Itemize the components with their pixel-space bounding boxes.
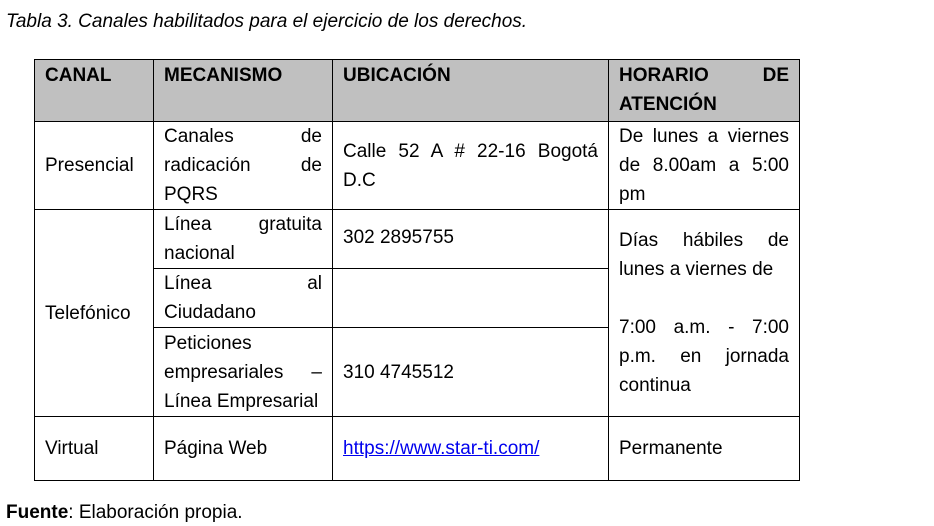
cell-canal: Virtual: [35, 417, 154, 481]
horario-part-b: 7:00 a.m. - 7:00 p.m. en jornada continua: [619, 317, 789, 396]
cell-ubicacion: Calle 52 A # 22-16 Bogotá D.C: [333, 122, 609, 210]
source-note: [6, 502, 243, 524]
cell-ubicacion: [333, 417, 609, 481]
source-label: Fuente: [6, 502, 69, 523]
table-row: [35, 210, 800, 269]
website-link[interactable]: https://www.star-ti.com/: [343, 438, 540, 459]
cell-mecanismo: Canales de radicación de PQRS: [154, 122, 333, 210]
table-header-row: [35, 60, 800, 122]
table-row: [35, 122, 800, 210]
cell-ubicacion: [333, 269, 609, 328]
cell-mecanismo: Peticiones empresariales – Línea Empresarial: [154, 328, 333, 417]
horario-part-a: Días hábiles de lunes a viernes de: [619, 230, 789, 280]
cell-canal: Presencial: [35, 122, 154, 210]
cell-horario: Permanente: [609, 417, 800, 481]
header-ubicacion: UBICACIÓN: [333, 60, 609, 122]
source-text: : Elaboración propia.: [68, 502, 243, 523]
header-mecanismo: MECANISMO: [154, 60, 333, 122]
cell-ubicacion: 302 2895755: [333, 210, 609, 269]
header-horario: HORARIO DE ATENCIÓN: [609, 60, 800, 122]
cell-mecanismo: Página Web: [154, 417, 333, 481]
cell-horario: [609, 210, 800, 417]
table-row: [35, 417, 800, 481]
cell-horario: De lunes a viernes de 8.00am a 5:00 pm: [609, 122, 800, 210]
cell-ubicacion: 310 4745512: [333, 328, 609, 417]
header-canal: CANAL: [35, 60, 154, 122]
cell-mecanismo: Línea al Ciudadano: [154, 269, 333, 328]
cell-canal: Telefónico: [35, 210, 154, 417]
cell-mecanismo: Línea gratuita nacional: [154, 210, 333, 269]
table-caption: Tabla 3. Canales habilitados para el ejercicio de los derechos.: [6, 11, 528, 32]
channels-table: [34, 59, 800, 481]
